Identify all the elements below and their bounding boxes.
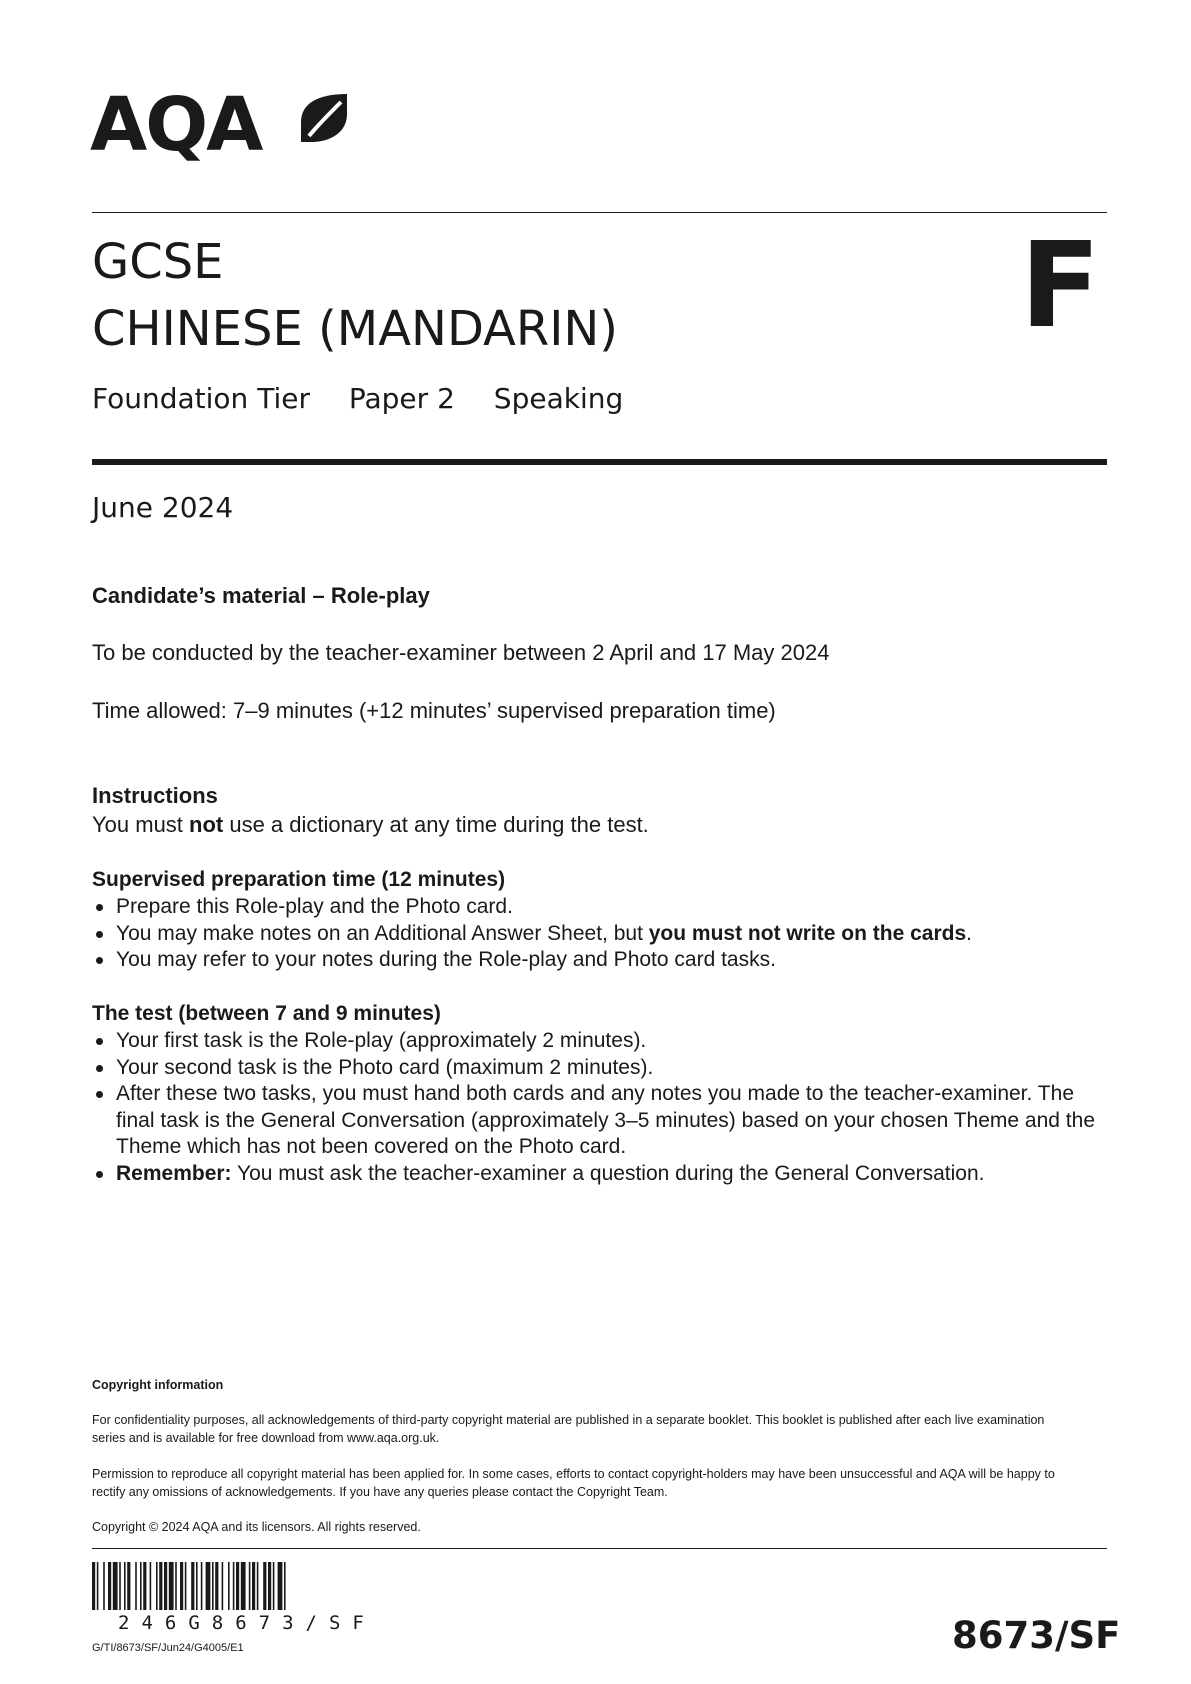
preparation-list	[92, 894, 1092, 974]
list-item-bold: you must not write on the cards	[648, 921, 967, 945]
barcode-bar	[127, 1562, 130, 1610]
barcode-bar	[113, 1562, 118, 1610]
instructions-line-post: use a dictionary at any time during the test.	[223, 812, 649, 837]
copyright-para-1: For confidentiality purposes, all acknowledgements of third-party copyright material are published in a separate booklet. This booklet is published after each live examination series and is available for free download from www.aqa.org.uk.	[92, 1413, 1045, 1445]
list-item	[92, 1055, 1102, 1082]
barcode-digits: 246G8673/SF	[118, 1612, 376, 1634]
barcode-bar	[180, 1562, 183, 1610]
barcode-bar	[268, 1562, 271, 1610]
paper-code: 8673/SF	[952, 1614, 1121, 1657]
barcode-bar	[156, 1562, 158, 1610]
material-title: Candidate’s material – Role-play	[92, 583, 430, 608]
list-item-text: After these two tasks, you must hand both cards and any notes you made to the teacher-examiner. The final task is the General Conversation (approximately 3–5 minutes) based on your chosen Theme and the Theme which has not been covered on the Photo card.	[116, 1082, 1095, 1158]
barcode-bar	[191, 1562, 194, 1610]
list-item-text: .	[966, 921, 972, 945]
barcode-bar	[215, 1562, 218, 1610]
barcode	[92, 1562, 447, 1610]
header-rule-thick	[92, 459, 1107, 465]
component-label: Speaking	[493, 382, 624, 415]
barcode-bar	[119, 1562, 121, 1610]
list-item	[92, 947, 1092, 974]
subject-title: CHINESE (MANDARIN)	[92, 301, 619, 357]
barcode-bar	[196, 1562, 198, 1610]
barcode-bar	[278, 1562, 283, 1610]
tier-label: Foundation Tier	[92, 382, 310, 415]
barcode-bar	[236, 1562, 239, 1610]
paper-label: Paper 2	[348, 382, 455, 415]
barcode-bar	[185, 1562, 187, 1610]
job-code: G/TI/8673/SF/Jun24/G4005/E1	[92, 1642, 244, 1654]
list-item	[92, 1028, 1102, 1055]
header-rule-top	[92, 212, 1107, 213]
barcode-bar	[257, 1562, 259, 1610]
list-item	[92, 1161, 1102, 1188]
exam-date: June 2024	[92, 491, 234, 524]
aqa-logo-text: AQA	[90, 82, 262, 168]
barcode-bar	[108, 1562, 111, 1610]
instructions-line	[92, 812, 649, 838]
barcode-bar	[103, 1562, 105, 1610]
instructions-line-bold: not	[189, 812, 224, 837]
barcode-bar	[150, 1562, 152, 1610]
list-item	[92, 894, 1092, 921]
barcode-bar	[212, 1562, 214, 1610]
barcode-bar	[159, 1562, 162, 1610]
barcode-bar	[143, 1562, 146, 1610]
barcode-bar	[124, 1562, 126, 1610]
conducted-line: To be conducted by the teacher-examiner between 2 April and 17 May 2024	[92, 640, 830, 665]
barcode-bar	[92, 1562, 95, 1610]
copyright-heading: Copyright information	[92, 1378, 224, 1392]
barcode-bar	[135, 1562, 137, 1610]
instructions-heading: Instructions	[92, 783, 218, 808]
time-allowed-line: Time allowed: 7–9 minutes (+12 minutes’ supervised preparation time)	[92, 698, 776, 723]
barcode-bar	[228, 1562, 230, 1610]
preparation-heading: Supervised preparation time (12 minutes)	[92, 868, 506, 891]
list-item-text: You may refer to your notes during the Role-play and Photo card tasks.	[116, 948, 776, 971]
barcode-bar	[97, 1562, 99, 1610]
barcode-bar	[222, 1562, 224, 1610]
footer-rule	[92, 1548, 1107, 1549]
list-item-text: You must ask the teacher-examiner a question during the General Conversation.	[231, 1161, 985, 1185]
list-item-text: Prepare this Role-play and the Photo card.	[116, 895, 513, 918]
list-item-text: Your second task is the Photo card (maximum 2 minutes).	[116, 1055, 654, 1079]
tier-line	[92, 382, 653, 415]
barcode-bar	[175, 1562, 177, 1610]
list-item-text: You may make notes on an Additional Answer Sheet, but	[116, 921, 649, 945]
leaf-icon	[295, 90, 351, 146]
barcode-bar	[252, 1562, 255, 1610]
barcode-bar	[201, 1562, 203, 1610]
barcode-bar	[263, 1562, 266, 1610]
barcode-bar	[273, 1562, 275, 1610]
test-heading: The test (between 7 and 9 minutes)	[92, 1002, 441, 1025]
barcode-bar	[284, 1562, 286, 1610]
barcode-bar	[241, 1562, 246, 1610]
copyright-para-3: Copyright © 2024 AQA and its licensors. All rights reserved.	[92, 1520, 421, 1534]
list-item	[92, 921, 1092, 948]
barcode-bar	[249, 1562, 251, 1610]
instructions-line-pre: You must	[92, 812, 190, 837]
copyright-para-2: Permission to reproduce all copyright material has been applied for. In some cases, efforts to contact copyright-holders may have been unsuccessful and AQA will be happy to rectify any omissions of acknowledgements. If you have any queries please contact the Copyright Team.	[92, 1467, 1055, 1499]
barcode-bar	[169, 1562, 174, 1610]
barcode-bar	[233, 1562, 235, 1610]
barcode-bar	[164, 1562, 167, 1610]
qualification-title: GCSE	[92, 234, 224, 290]
list-item-text: Your first task is the Role-play (approximately 2 minutes).	[116, 1029, 647, 1052]
barcode-bar	[206, 1562, 211, 1610]
list-item	[92, 1081, 1102, 1161]
test-list	[92, 1028, 1102, 1187]
list-item-bold: Remember:	[116, 1161, 232, 1185]
barcode-bar	[140, 1562, 142, 1610]
tier-letter: F	[1020, 216, 1101, 354]
